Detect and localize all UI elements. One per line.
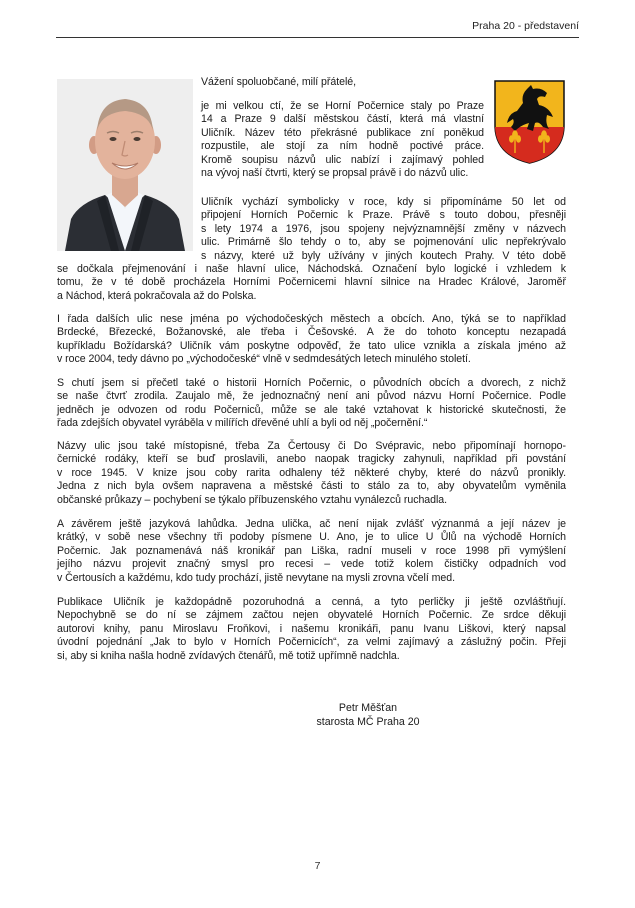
text-line: Brdecké, Březecké, Božanovské, ale třeba i Češovské. A že do tohoto konceptu nezapadá xyxy=(57,326,566,339)
text-line: jejího názvu projevit značný smysl pro recesi – vede totiž kolem čističky odpadních vod xyxy=(57,558,566,571)
text-line: Počernic. Jak poznamenává náš kronikář pan Liška, radní museli v roce 1998 při vymýšlení xyxy=(57,544,566,557)
text-line: Uličník. Název této překrásné publikace zní poněkud xyxy=(201,126,484,139)
text-line: ulic. Primárně šlo tehdy o to, aby se pojmenování ulic nepřekrývalo xyxy=(201,236,566,249)
text-line: na vývoj naší čtvrti, který se propsal právě i do názvů ulic. xyxy=(201,167,469,180)
text-line: A závěrem ještě jazyková lahůdka. Jedna ulička, ač není nijak zvlášť význanmá a její název je xyxy=(57,518,566,530)
text-line: Nepochybně se do ní se zájmem začtou nejen obyvatelé Horních Počernic. Ze srdce děkuji xyxy=(57,609,566,622)
greeting: Vážení spoluobčané, milí přátelé, xyxy=(201,76,356,88)
text-line: a Náchod, která pokračovala až do Polska. xyxy=(57,289,257,302)
text-line: v roce 1945. V knize jsou coby rarita odhaleny též některé chyby, které do názvů pronikly. xyxy=(57,466,566,479)
text-line: 14 a Praze 9 další městskou částí, která má vlastní xyxy=(201,113,484,126)
text-line: s lety 1974 a 1976, jsou spojeny nejvýznamnější změny v názvech xyxy=(201,222,566,235)
text-line: občanské průkazy – pochybení se týkalo příbuzenského vztahu vynálezců ruchadla. xyxy=(57,493,448,506)
text-line: Jedna z nich byla ovšem napravena a městské části to stálo za to, aby obyvatelům vyměnila xyxy=(57,480,566,493)
paragraph-1 xyxy=(201,100,484,180)
text-line: I řada dalších ulic nese jména po východočeských městech a obcích. Ano, týká se to například xyxy=(57,313,566,325)
paragraph-5 xyxy=(57,440,566,507)
text-line: Názvy ulic jsou také místopisné, třeba Za Čertousy či Do Svépravic, nebo připomínají hornopo- xyxy=(57,440,566,452)
paragraph-2-top xyxy=(201,196,566,263)
signature-name: Petr Měšťan xyxy=(338,702,398,714)
text-line: v roce 2004, tedy dávno po „východočeské“ vlně v sedmdesátých letech minulého století. xyxy=(57,353,471,366)
header-title: Praha 20 - představení xyxy=(472,20,579,32)
text-line: černické rodáky, kteří se buď proslavili, anebo naopak tragicky zahynuli, například při povstání xyxy=(57,453,566,466)
text-line: je mi velkou ctí, že se Horní Počernice staly po Praze xyxy=(201,100,484,112)
text-line: rozpustile, ale stojí za ním hodně poctivé práce. xyxy=(201,140,484,153)
text-line: s názvy, které už byly užívány v jiných koutech Prahy. V této době xyxy=(201,249,566,262)
text-line: se dočkala přejmenování i naše hlavní ulice, Náchodská. Označení bylo logické i vzhledem k xyxy=(57,263,566,275)
portrait-icon xyxy=(57,79,193,251)
header-divider xyxy=(56,37,579,38)
paragraph-2-bottom xyxy=(57,263,566,303)
text-line: jedněch je odvozen od rodu Počerniců, může se ale také vztahovat k historické skutečnosti, že xyxy=(57,403,566,416)
text-line: autorovi knihy, panu Miroslavu Froňkovi, i našemu kronikáři, panu Ivanu Liškovi, který napsal xyxy=(57,622,566,635)
text-line: úvodní pojednání „Jak to bylo v Horních Počernicích“, za velmi zajímavý a záslužný počin. Přeji xyxy=(57,636,566,649)
text-line: S chutí jsem si přečetl také o historii Horních Počernic, o původních obcích a dvorech, z nichž xyxy=(57,377,566,389)
text-line: Uličník vychází symbolicky v roce, kdy si připomínáme 50 let od xyxy=(201,196,566,208)
page-number: 7 xyxy=(314,860,321,872)
text-line: se naše čtvrť zrodila. Zaujalo mě, že jednoznačný není ani původ názvu Horní Počernice. Podle xyxy=(57,390,566,403)
text-line: Kromě soupisu názvů ulic nabízí i zajímavý pohled xyxy=(201,153,484,166)
paragraph-4 xyxy=(57,377,566,431)
text-line: tomu, že v té době procházela Horními Počernicemi hlavní silnice na Hradec Králové, Jaroměř xyxy=(57,276,566,289)
paragraph-3 xyxy=(57,313,566,367)
text-line: krátký, v sobě nese všechny tři podoby písmene U. Ano, je to ulice U Ůlů na východě Horních xyxy=(57,531,566,544)
paragraph-6 xyxy=(57,518,566,585)
coat-of-arms-horse-icon xyxy=(493,79,566,165)
signature-role: starosta MČ Praha 20 xyxy=(316,716,420,728)
portrait-photo xyxy=(57,79,193,251)
text-line: připojení Horních Počernic k Praze. Právě s touto dobou, přesněji xyxy=(201,209,566,222)
paragraph-7 xyxy=(57,596,566,663)
text-line: kupříkladu Božídarská? Uličník vám poskytne odpověď, že tato ulice vznikla a získala jméno až xyxy=(57,339,566,352)
text-line: v Čertousích a každému, kdo tudy prochází, jistě nevytane na mysli zrovna včelí med. xyxy=(57,571,455,584)
text-line: Publikace Uličník je každopádně pozoruhodná a cenná, a tyto perličky ji ještě ozvláštňují. xyxy=(57,596,566,608)
coat-of-arms xyxy=(493,79,566,165)
text-line: řada zdejších obyvatel vyráběla v milířích dřevěné uhlí a byli od něj „počernění.“ xyxy=(57,417,428,430)
text-line: si, aby si kniha našla hodně zvídavých čtenářů, mě totiž upřímně nadchla. xyxy=(57,649,400,662)
